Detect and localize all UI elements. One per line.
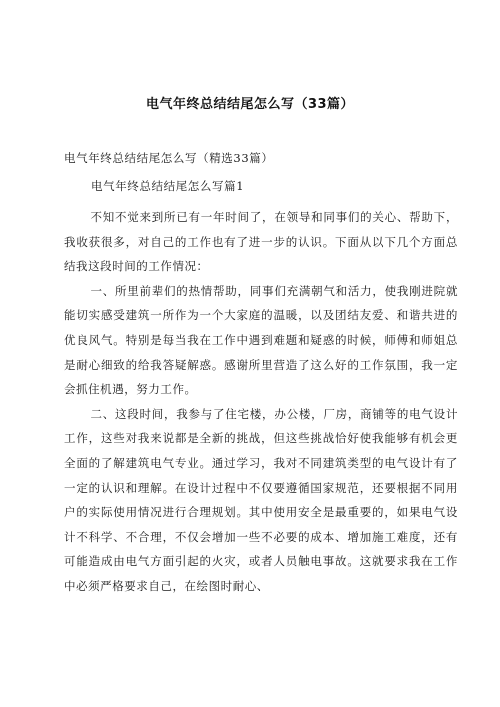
document-subtitle: 电气年终总结结尾怎么写（精选33篇） xyxy=(64,151,274,165)
document-title: 电气年终总结结尾怎么写（33篇） xyxy=(145,97,355,112)
paragraph: 一、所里前辈们的热情帮助，同事们充满朝气和活力，使我刚进院就能切实感受建筑一所作为一个大家庭的温暖，以及团结友爱、和谐共进的优良风气。特别是每当我在工作中遇到难题和疑惑的时候，师傅和师姐总是耐心细致的给我答疑解惑。感谢所里营造了这么好的工作氛围，我一定会抓住机遇，努力工作。 xyxy=(64,283,458,397)
body-text xyxy=(64,205,458,599)
paragraph: 二、这段时间，我参与了住宅楼，办公楼，厂房，商铺等的电气设计工作，这些对我来说都是全新的挑战，但这些挑战恰好使我能够有机会更全面的了解建筑电气专业。通过学习，我对不同建筑类型的电气设计有了一定的认识和理解。在设计过程中不仅要遵循国家规范，还要根据不同用户的实际使用情况进行合理规划。其中使用安全是最重要的，如果电气设计不科学、不合理，不仅会增加一些不必要的成本、增加施工难度，还有可能造成由电气方面引起的火灾，或者人员触电事故。这就要求我在工作中必须严格要求自己，在绘图时耐心、 xyxy=(64,406,458,593)
section-heading: 电气年终总结结尾怎么写篇1 xyxy=(91,179,245,193)
paragraph: 不知不觉来到所已有一年时间了，在领导和同事们的关心、帮助下，我收获很多，对自己的工作也有了进一步的认识。下面从以下几个方面总结我这段时间的工作情况： xyxy=(64,210,458,274)
